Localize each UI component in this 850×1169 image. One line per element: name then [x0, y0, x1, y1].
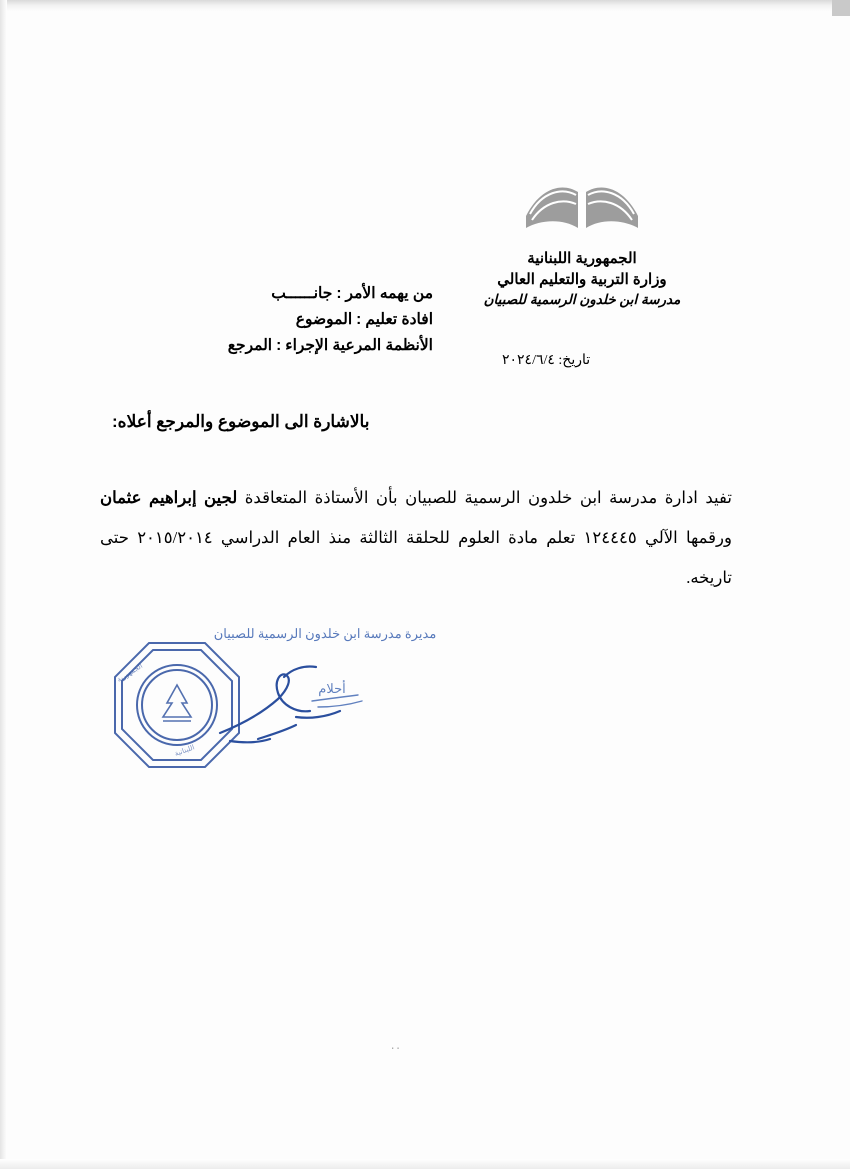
meta-separator: : — [276, 337, 282, 354]
meta-key-addressee: جانــــــب — [271, 285, 333, 302]
body-highlight-name: لجين إبراهيم عثمان — [100, 488, 238, 507]
meta-row-addressee — [165, 281, 435, 307]
scan-edge-bottom — [0, 1159, 850, 1169]
meta-separator: : — [356, 311, 362, 328]
official-seal-icon — [109, 637, 245, 773]
meta-value-reference: الأنظمة المرعية الإجراء — [285, 337, 433, 354]
scan-edge-top — [0, 0, 850, 12]
meta-separator: : — [336, 285, 342, 302]
letterhead-line-republic: الجمهورية اللبنانية — [527, 250, 637, 267]
meta-value-subject: افادة تعليم — [365, 311, 433, 328]
document-meta — [165, 281, 435, 359]
scan-edge-corner — [832, 0, 850, 16]
meta-key-subject: الموضوع — [295, 311, 353, 328]
letterhead-line-ministry: وزارة التربية والتعليم العالي — [497, 271, 667, 288]
meta-row-reference — [165, 333, 435, 359]
scan-edge-left — [0, 0, 7, 1169]
meta-value-addressee: من يهمه الأمر — [345, 285, 433, 302]
body-part-1: تفيد ادارة مدرسة ابن خلدون الرسمية للصبيان بأن الأستاذة المتعاقدة — [237, 488, 732, 507]
open-book-icon — [522, 176, 642, 236]
signature-name: أحلام — [318, 681, 346, 696]
meta-key-reference: المرجع — [227, 337, 273, 354]
letterhead — [432, 176, 732, 310]
svg-text:الجمهورية: الجمهورية — [115, 661, 145, 684]
footer-mark: ٠٠ — [390, 1043, 401, 1054]
document-date — [502, 352, 732, 369]
date-label: تاريخ: — [558, 353, 591, 368]
letterhead-line-school: مدرسة ابن خلدون الرسمية للصبيان — [483, 292, 681, 307]
meta-row-subject — [165, 307, 435, 333]
date-value: ٢٠٢٤/٦/٤ — [502, 353, 555, 368]
body-paragraph — [100, 478, 732, 598]
subject-line: بالاشارة الى الموضوع والمرجع أعلاه: — [112, 412, 370, 431]
signature-block — [110, 625, 440, 785]
signature-title: مديرة مدرسة ابن خلدون الرسمية للصبيان — [213, 626, 437, 641]
body-part-2: ورقمها الآلي ١٢٤٤٤٥ تعلم مادة العلوم للحلقة الثالثة منذ العام الدراسي ٢٠١٥/٢٠١٤ حتى تاريخه. — [100, 528, 732, 587]
svg-text:اللبنانية: اللبنانية — [173, 743, 196, 758]
